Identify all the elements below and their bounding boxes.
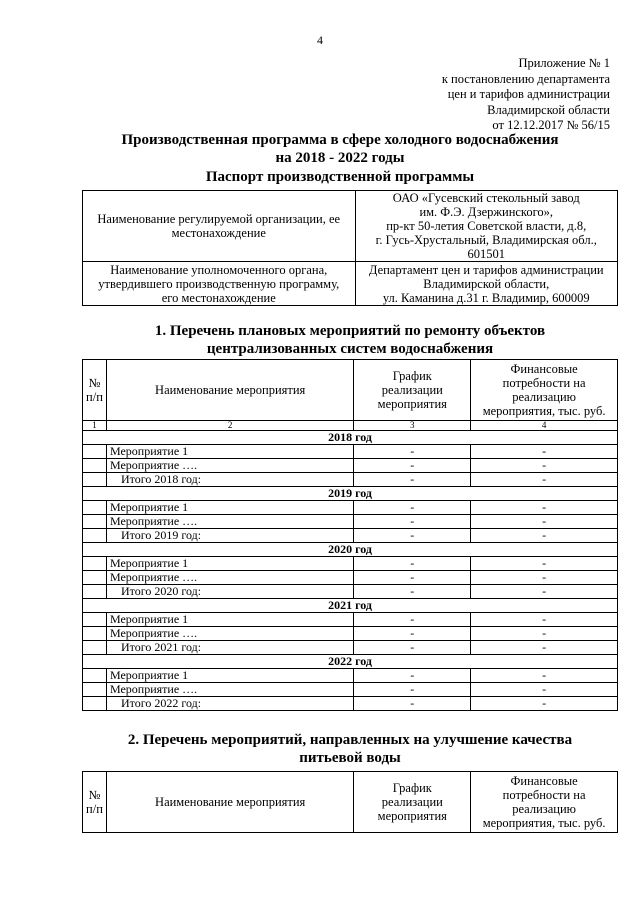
section-line: 1. Перечень плановых мероприятий по ремонту объектов [154, 323, 546, 339]
year-heading: 2021 год [83, 599, 618, 613]
table-head [83, 360, 618, 431]
row-number [83, 669, 107, 683]
year-row [83, 431, 618, 445]
year-heading: 2020 год [83, 543, 618, 557]
document-title [60, 131, 620, 167]
header-line: реализации [381, 795, 443, 809]
label-line: его местонахождение [161, 290, 276, 305]
passport-row [83, 262, 618, 306]
table-row [83, 501, 618, 515]
schedule-cell: - [354, 557, 471, 571]
table-row [83, 571, 618, 585]
appendix-line: цен и тарифов администрации [447, 87, 610, 101]
total-label: Итого 2021 год: [106, 641, 353, 655]
water-quality-table [82, 771, 618, 833]
event-name: Мероприятие 1 [106, 445, 353, 459]
event-name: Мероприятие 1 [106, 501, 353, 515]
total-label: Итого 2022 год: [106, 697, 353, 711]
event-name: Мероприятие 1 [106, 613, 353, 627]
schedule-cell: - [354, 669, 471, 683]
column-number: 2 [106, 421, 353, 431]
label-line: Наименование уполномоченного органа, [110, 262, 328, 277]
value-line: пр-кт 50-летия Советской власти, д.8, [386, 219, 587, 233]
table-row [83, 459, 618, 473]
header-line: График [392, 781, 432, 795]
finance-cell: - [471, 459, 618, 473]
year-row [83, 487, 618, 501]
year-heading: 2018 год [83, 431, 618, 445]
year-heading: 2022 год [83, 655, 618, 669]
row-number [83, 627, 107, 641]
num-header [83, 360, 107, 421]
table-row [83, 613, 618, 627]
total-label: Итого 2020 год: [106, 585, 353, 599]
column-number: 3 [354, 421, 471, 431]
header-line: мероприятия [377, 809, 447, 823]
table-row [83, 683, 618, 697]
passport-label [83, 262, 356, 306]
appendix-line: к постановлению департамента [441, 71, 610, 86]
row-number [83, 683, 107, 697]
finance-cell: - [471, 697, 618, 711]
event-name: Мероприятие 1 [106, 669, 353, 683]
header-line: Финансовые [510, 362, 578, 376]
passport-table [82, 190, 618, 306]
passport-row [83, 191, 618, 262]
finance-cell: - [471, 515, 618, 529]
total-row [83, 641, 618, 655]
year-row [83, 655, 618, 669]
column-number-row [83, 421, 618, 431]
row-number [83, 557, 107, 571]
schedule-cell: - [354, 501, 471, 515]
finance-header [471, 360, 618, 421]
event-name: Мероприятие 1 [106, 557, 353, 571]
header-line: мероприятия, тыс. руб. [482, 816, 606, 830]
section-line: централизованных систем водоснабжения [206, 341, 494, 357]
finance-cell: - [471, 613, 618, 627]
row-number [83, 529, 107, 543]
finance-cell: - [471, 571, 618, 585]
row-number [83, 641, 107, 655]
column-number: 4 [471, 421, 618, 431]
schedule-cell: - [354, 627, 471, 641]
total-row [83, 529, 618, 543]
event-name: Мероприятие …. [106, 459, 353, 473]
finance-cell: - [471, 445, 618, 459]
header-line: реализацию [512, 802, 576, 816]
passport-value [355, 262, 618, 306]
schedule-cell: - [354, 459, 471, 473]
value-line: г. Гусь-Хрустальный, Владимирская обл., [375, 233, 597, 247]
total-label: Итого 2018 год: [106, 473, 353, 487]
year-row [83, 543, 618, 557]
row-number [83, 445, 107, 459]
appendix-line: Приложение № 1 [518, 56, 610, 70]
header-line: мероприятия [377, 397, 447, 411]
header-line: п/п [86, 390, 103, 404]
finance-cell: - [471, 627, 618, 641]
section-2-heading [82, 731, 618, 767]
event-name: Мероприятие …. [106, 683, 353, 697]
title-line: Производственная программа в сфере холодного водоснабжения [121, 132, 559, 148]
table-row [83, 515, 618, 529]
header-line: п/п [86, 802, 103, 816]
year-heading: 2019 год [83, 487, 618, 501]
header-row [83, 772, 618, 833]
event-name: Мероприятие …. [106, 515, 353, 529]
finance-cell: - [471, 557, 618, 571]
year-row [83, 599, 618, 613]
header-line: Финансовые [510, 774, 578, 788]
header-line: № [88, 788, 101, 802]
row-number [83, 459, 107, 473]
schedule-header [354, 772, 471, 833]
value-line: Владимирской области, [423, 276, 550, 291]
schedule-cell: - [354, 445, 471, 459]
schedule-header [354, 360, 471, 421]
value-line: ул. Каманина д.31 г. Владимир, 600009 [382, 290, 590, 305]
schedule-cell: - [354, 683, 471, 697]
years-body [83, 431, 618, 711]
total-label: Итого 2019 год: [106, 529, 353, 543]
finance-cell: - [471, 641, 618, 655]
header-line: реализации [381, 383, 443, 397]
schedule-cell: - [354, 613, 471, 627]
schedule-cell: - [354, 641, 471, 655]
header-line: № [88, 376, 101, 390]
finance-cell: - [471, 669, 618, 683]
value-line: ОАО «Гусевский стекольный завод [392, 191, 580, 205]
appendix-line: от 12.12.2017 № 56/15 [492, 118, 610, 132]
schedule-cell: - [354, 515, 471, 529]
passport-value [355, 191, 618, 262]
column-number: 1 [83, 421, 107, 431]
row-number [83, 473, 107, 487]
header-row [83, 360, 618, 421]
section-line: 2. Перечень мероприятий, направленных на улучшение качества [127, 732, 573, 748]
total-row [83, 697, 618, 711]
finance-cell: - [471, 585, 618, 599]
row-number [83, 571, 107, 585]
table-row [83, 557, 618, 571]
row-number [83, 501, 107, 515]
finance-header [471, 772, 618, 833]
row-number [83, 585, 107, 599]
total-row [83, 473, 618, 487]
header-line: потребности на [502, 788, 586, 802]
table-row [83, 445, 618, 459]
event-name: Мероприятие …. [106, 627, 353, 641]
page-number: 4 [317, 33, 323, 47]
name-header: Наименование мероприятия [106, 772, 353, 833]
schedule-cell: - [354, 529, 471, 543]
title-line: на 2018 - 2022 годы [275, 150, 405, 166]
total-row [83, 585, 618, 599]
finance-cell: - [471, 529, 618, 543]
passport-heading: Паспорт производственной программы [205, 169, 475, 185]
header-line: График [392, 369, 432, 383]
header-line: потребности на [502, 376, 586, 390]
schedule-cell: - [354, 697, 471, 711]
label-line: утвердившего производственную программу, [98, 276, 340, 291]
schedule-cell: - [354, 473, 471, 487]
finance-cell: - [471, 473, 618, 487]
num-header [83, 772, 107, 833]
header-line: реализацию [512, 390, 576, 404]
appendix-line: Владимирской области [487, 102, 610, 117]
section-1-heading [82, 322, 618, 358]
name-header: Наименование мероприятия [106, 360, 353, 421]
finance-cell: - [471, 501, 618, 515]
repair-events-table [82, 359, 618, 711]
value-line: им. Ф.Э. Дзержинского», [419, 205, 554, 219]
row-number [83, 697, 107, 711]
value-line: Департамент цен и тарифов администрации [368, 262, 604, 277]
appendix-block [442, 56, 610, 134]
row-number [83, 515, 107, 529]
header-line: мероприятия, тыс. руб. [482, 404, 606, 418]
event-name: Мероприятие …. [106, 571, 353, 585]
section-line: питьевой воды [299, 750, 401, 766]
table-row [83, 627, 618, 641]
passport-label: Наименование регулируемой организации, ее местонахождение [83, 191, 356, 262]
schedule-cell: - [354, 585, 471, 599]
row-number [83, 613, 107, 627]
value-line: 601501 [467, 247, 505, 261]
schedule-cell: - [354, 571, 471, 585]
finance-cell: - [471, 683, 618, 697]
table-row [83, 669, 618, 683]
